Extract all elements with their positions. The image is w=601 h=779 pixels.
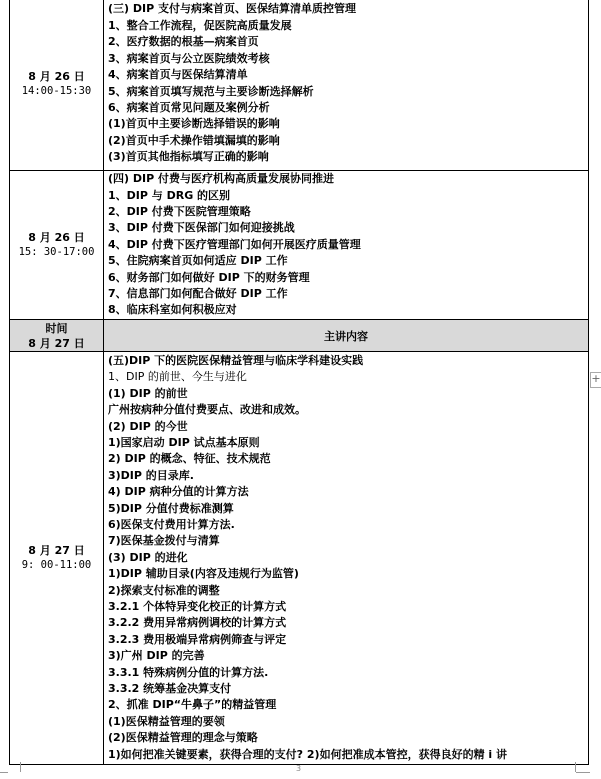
session-date: 8 月 26 日 xyxy=(28,69,85,83)
session-row xyxy=(10,0,589,171)
content-line: 3、DIP 付费下医保部门如何迎接挑战 xyxy=(108,221,295,235)
content-line: 3)广州 DIP 的完善 xyxy=(108,649,205,663)
content-line: 3.2.2 费用异常病例调校的计算方式 xyxy=(108,616,287,630)
time-cell xyxy=(10,171,104,320)
session-row xyxy=(10,352,589,765)
content-line: 1、DIP 的前世、今生与进化 xyxy=(108,370,247,384)
content-line: 5、住院病案首页如何适应 DIP 工作 xyxy=(108,254,288,268)
content-line: 6、财务部门如何做好 DIP 下的财务管理 xyxy=(108,270,310,284)
content-line: 7、信息部门如何配合做好 DIP 工作 xyxy=(108,287,288,301)
content-line: 3.3.1 特殊病例分值的计算方法. xyxy=(108,665,269,679)
content-line: 4、病案首页与医保结算清单 xyxy=(108,68,248,82)
content-line: (1) DIP 的前世 xyxy=(108,386,188,400)
crop-mark xyxy=(0,762,8,773)
content-line: 广州按病种分值付费要点、改进和成效。 xyxy=(108,403,306,417)
content-line: 2、DIP 付费下医院管理策略 xyxy=(108,204,251,218)
content-line: (2) DIP 的今世 xyxy=(108,419,188,433)
content-line: (三) DIP 支付与病案首页、医保结算清单质控管理 xyxy=(108,2,356,16)
session-date: 8 月 26 日 xyxy=(28,231,85,244)
content-line: 7)医保基金拨付与清算 xyxy=(108,534,220,548)
session-hours: 14:00-15:30 xyxy=(21,84,92,97)
content-line: 4) DIP 病种分值的计算方法 xyxy=(108,485,249,499)
content-line: 2) DIP 的概念、特征、技术规范 xyxy=(108,452,271,466)
session-date: 8 月 27 日 xyxy=(28,544,85,557)
session-row xyxy=(10,171,589,320)
time-cell xyxy=(10,0,104,171)
content-line: 1)如何把准关键要素，获得合理的支付? 2)如何把准成本管控，获得良好的精 i 讲 xyxy=(108,747,507,761)
content-line: 2、抓准 DIP“牛鼻子”的精益管理 xyxy=(108,698,277,712)
content-line: 1)国家启动 DIP 试点基本原则 xyxy=(108,435,260,449)
content-line: 1)DIP 辅助目录(内容及违规行为监管) xyxy=(108,567,299,581)
content-line: 6、病案首页常见问题及案例分析 xyxy=(108,100,270,114)
header-content-label: 主讲内容 xyxy=(324,329,368,343)
content-line: (3) DIP 的进化 xyxy=(108,550,188,564)
header-time-label: 时间 xyxy=(45,321,68,335)
content-line: 8、临床科室如何积极应对 xyxy=(108,303,237,317)
content-line: 3.2.1 个体特异变化校正的计算方式 xyxy=(108,600,287,614)
session-hours: 9: 00-11:00 xyxy=(21,559,92,571)
content-line: 5)DIP 分值付费标准测算 xyxy=(108,501,234,515)
content-line: 2、医疗数据的根基—病案首页 xyxy=(108,35,259,49)
content-line: (五)DIP 下的医院医保精益管理与临床学科建设实践 xyxy=(108,353,364,367)
content-line: 4、DIP 付费下医疗管理部门如何开展医疗质量管理 xyxy=(108,237,361,251)
header-date-label: 8 月 27 日 xyxy=(28,336,85,350)
content-line: 5、病案首页填写规范与主要诊断选择解析 xyxy=(108,84,314,98)
content-line: 3.2.3 费用极端异常病例筛查与评定 xyxy=(108,632,287,646)
content-line: 3.3.2 统筹基金决算支付 xyxy=(108,682,232,696)
content-line: (3)首页其他指标填写正确的影响 xyxy=(108,150,269,164)
content-line: 1、整合工作流程，促医院高质量发展 xyxy=(108,18,292,32)
header-content-cell xyxy=(104,320,589,352)
content-line: 1、DIP 与 DRG 的区别 xyxy=(108,188,231,202)
content-cell xyxy=(104,171,589,320)
content-line: (2)医保精益管理的理念与策略 xyxy=(108,731,258,745)
schedule-table xyxy=(9,0,589,765)
time-cell xyxy=(10,352,104,765)
header-time-cell xyxy=(10,320,104,352)
content-line: 6)医保支付费用计算方法. xyxy=(108,517,235,531)
page-number: 3 xyxy=(296,764,302,773)
content-line: 3)DIP 的目录库. xyxy=(108,468,194,482)
content-line: 3、病案首页与公立医院绩效考核 xyxy=(108,51,270,65)
content-line: 2)探索支付标准的调整 xyxy=(108,583,220,597)
content-line: (1)首页中主要诊断选择错误的影响 xyxy=(108,117,280,131)
content-line: (四) DIP 付费与医疗机构高质量发展协同推进 xyxy=(108,172,334,186)
content-cell xyxy=(104,0,589,171)
header-row xyxy=(10,320,589,352)
crop-mark xyxy=(576,762,590,773)
content-cell xyxy=(104,352,589,765)
crop-mark xyxy=(8,762,21,772)
table-add-icon[interactable]: + xyxy=(590,372,601,388)
session-hours: 15: 30-17:00 xyxy=(18,246,95,258)
content-line: (1)医保精益管理的要领 xyxy=(108,714,225,728)
content-line: (2)首页中手术操作错填漏填的影响 xyxy=(108,133,280,147)
